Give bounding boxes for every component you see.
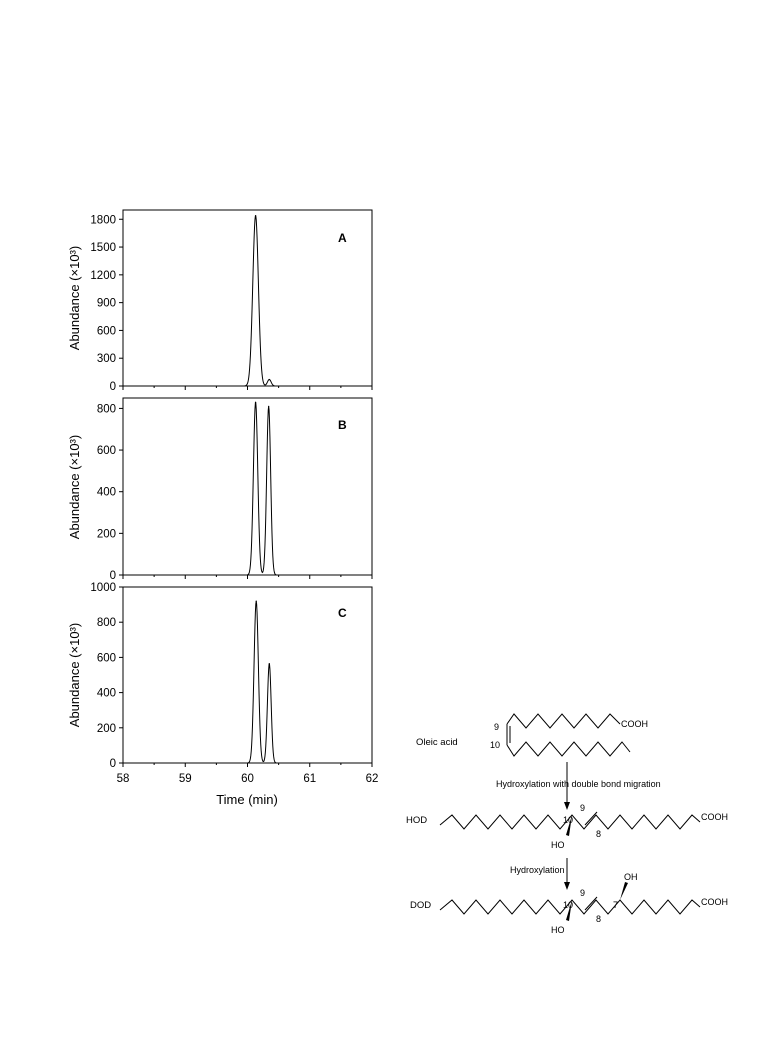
dod-cooh: COOH: [701, 897, 728, 907]
panel-c-trace: [123, 601, 372, 763]
panel-b-trace: [123, 403, 372, 575]
panel-c-peak-0: [256, 600, 257, 601]
oleic-lower-chain: [507, 742, 630, 756]
dod-c9: 9: [580, 888, 586, 898]
panel-b-ytick-label-3: 600: [96, 445, 116, 458]
hod-ho: HO: [551, 840, 565, 850]
panel-a-ytick-label-6: 1800: [90, 214, 116, 227]
panel-a-ytick-label-1: 300: [96, 353, 116, 366]
dod-c7: 7: [613, 900, 619, 910]
panel-a-ytick-label-4: 1200: [90, 269, 116, 282]
hod-c9: 9: [580, 803, 586, 813]
hod-c10: 10: [563, 815, 574, 825]
panel-a: [67, 210, 372, 393]
panel-b-peak-1: [268, 406, 269, 407]
panel-c-peak-1: [269, 663, 270, 664]
hod-cooh: COOH: [701, 812, 728, 822]
reaction-scheme: [406, 714, 728, 935]
panel-b-ytick-label-2: 400: [96, 486, 116, 499]
panel-c-ytick-label-2: 400: [96, 687, 116, 700]
step2-label: Hydroxylation: [510, 865, 565, 875]
panel-c: [67, 582, 378, 807]
hod-c8: 8: [596, 829, 602, 839]
panel-b-ylabel: Abundance (×10³): [67, 434, 82, 540]
panel-a-ytick-label-5: 1500: [90, 242, 116, 255]
dod-label: DOD: [410, 900, 432, 911]
dod-c8: 8: [596, 914, 602, 924]
panel-c-ytick-label-1: 200: [96, 722, 116, 735]
x-tick-label-2: 60: [241, 773, 254, 785]
step1-label: Hydroxylation with double bond migration: [496, 779, 661, 789]
dod-c10: 10: [563, 900, 574, 910]
dod-wedge-oh: [620, 882, 628, 900]
panel-a-ytick-label-3: 900: [96, 297, 116, 310]
oleic-cooh: COOH: [621, 719, 648, 729]
hod-label: HOD: [406, 815, 428, 826]
x-tick-label-0: 58: [116, 773, 130, 785]
dod-ho: HO: [551, 925, 565, 935]
panel-b: [67, 398, 372, 582]
panel-b-ytick-label-4: 800: [96, 403, 116, 416]
x-tick-label-3: 61: [303, 773, 317, 785]
x-tick-label-4: 62: [365, 773, 379, 785]
panel-b-ytick-label-1: 200: [96, 528, 116, 541]
dod-oh: OH: [624, 872, 638, 882]
x-axis-title: Time (min): [216, 792, 278, 807]
step2-arrowhead: [564, 882, 570, 890]
panel-c-ytick-label-4: 800: [96, 617, 116, 630]
panel-c-label: C: [338, 606, 347, 620]
oleic-acid-label: Oleic acid: [416, 737, 458, 748]
step1-arrowhead: [564, 802, 570, 810]
panel-c-frame: [123, 587, 372, 763]
panel-a-ylabel: Abundance (×10³): [67, 245, 82, 351]
hod-double-bond: [585, 812, 597, 825]
panel-a-ytick-label-2: 600: [96, 325, 116, 338]
panel-c-ytick-label-0: 0: [109, 758, 116, 770]
panel-c-ytick-label-3: 600: [96, 652, 116, 665]
panel-b-frame: [123, 398, 372, 575]
panel-b-peak-0: [255, 402, 256, 403]
panel-b-ytick-label-0: 0: [109, 570, 116, 582]
oleic-c9: 9: [494, 722, 500, 732]
panel-a-frame: [123, 210, 372, 386]
panel-a-ytick-label-0: 0: [109, 381, 116, 393]
panel-a-trace: [123, 216, 372, 386]
panel-c-ytick-label-5: 1000: [90, 582, 116, 594]
dod-double-bond: [585, 897, 597, 910]
oleic-c10: 10: [490, 740, 501, 750]
x-tick-label-1: 59: [178, 773, 192, 785]
panel-c-ylabel: Abundance (×10³): [67, 622, 82, 728]
oleic-upper-chain: [507, 714, 620, 728]
panel-b-label: B: [338, 418, 347, 432]
panel-a-label: A: [338, 231, 347, 245]
panel-a-peak-1: [269, 379, 270, 380]
panel-a-peak-0: [255, 215, 256, 216]
